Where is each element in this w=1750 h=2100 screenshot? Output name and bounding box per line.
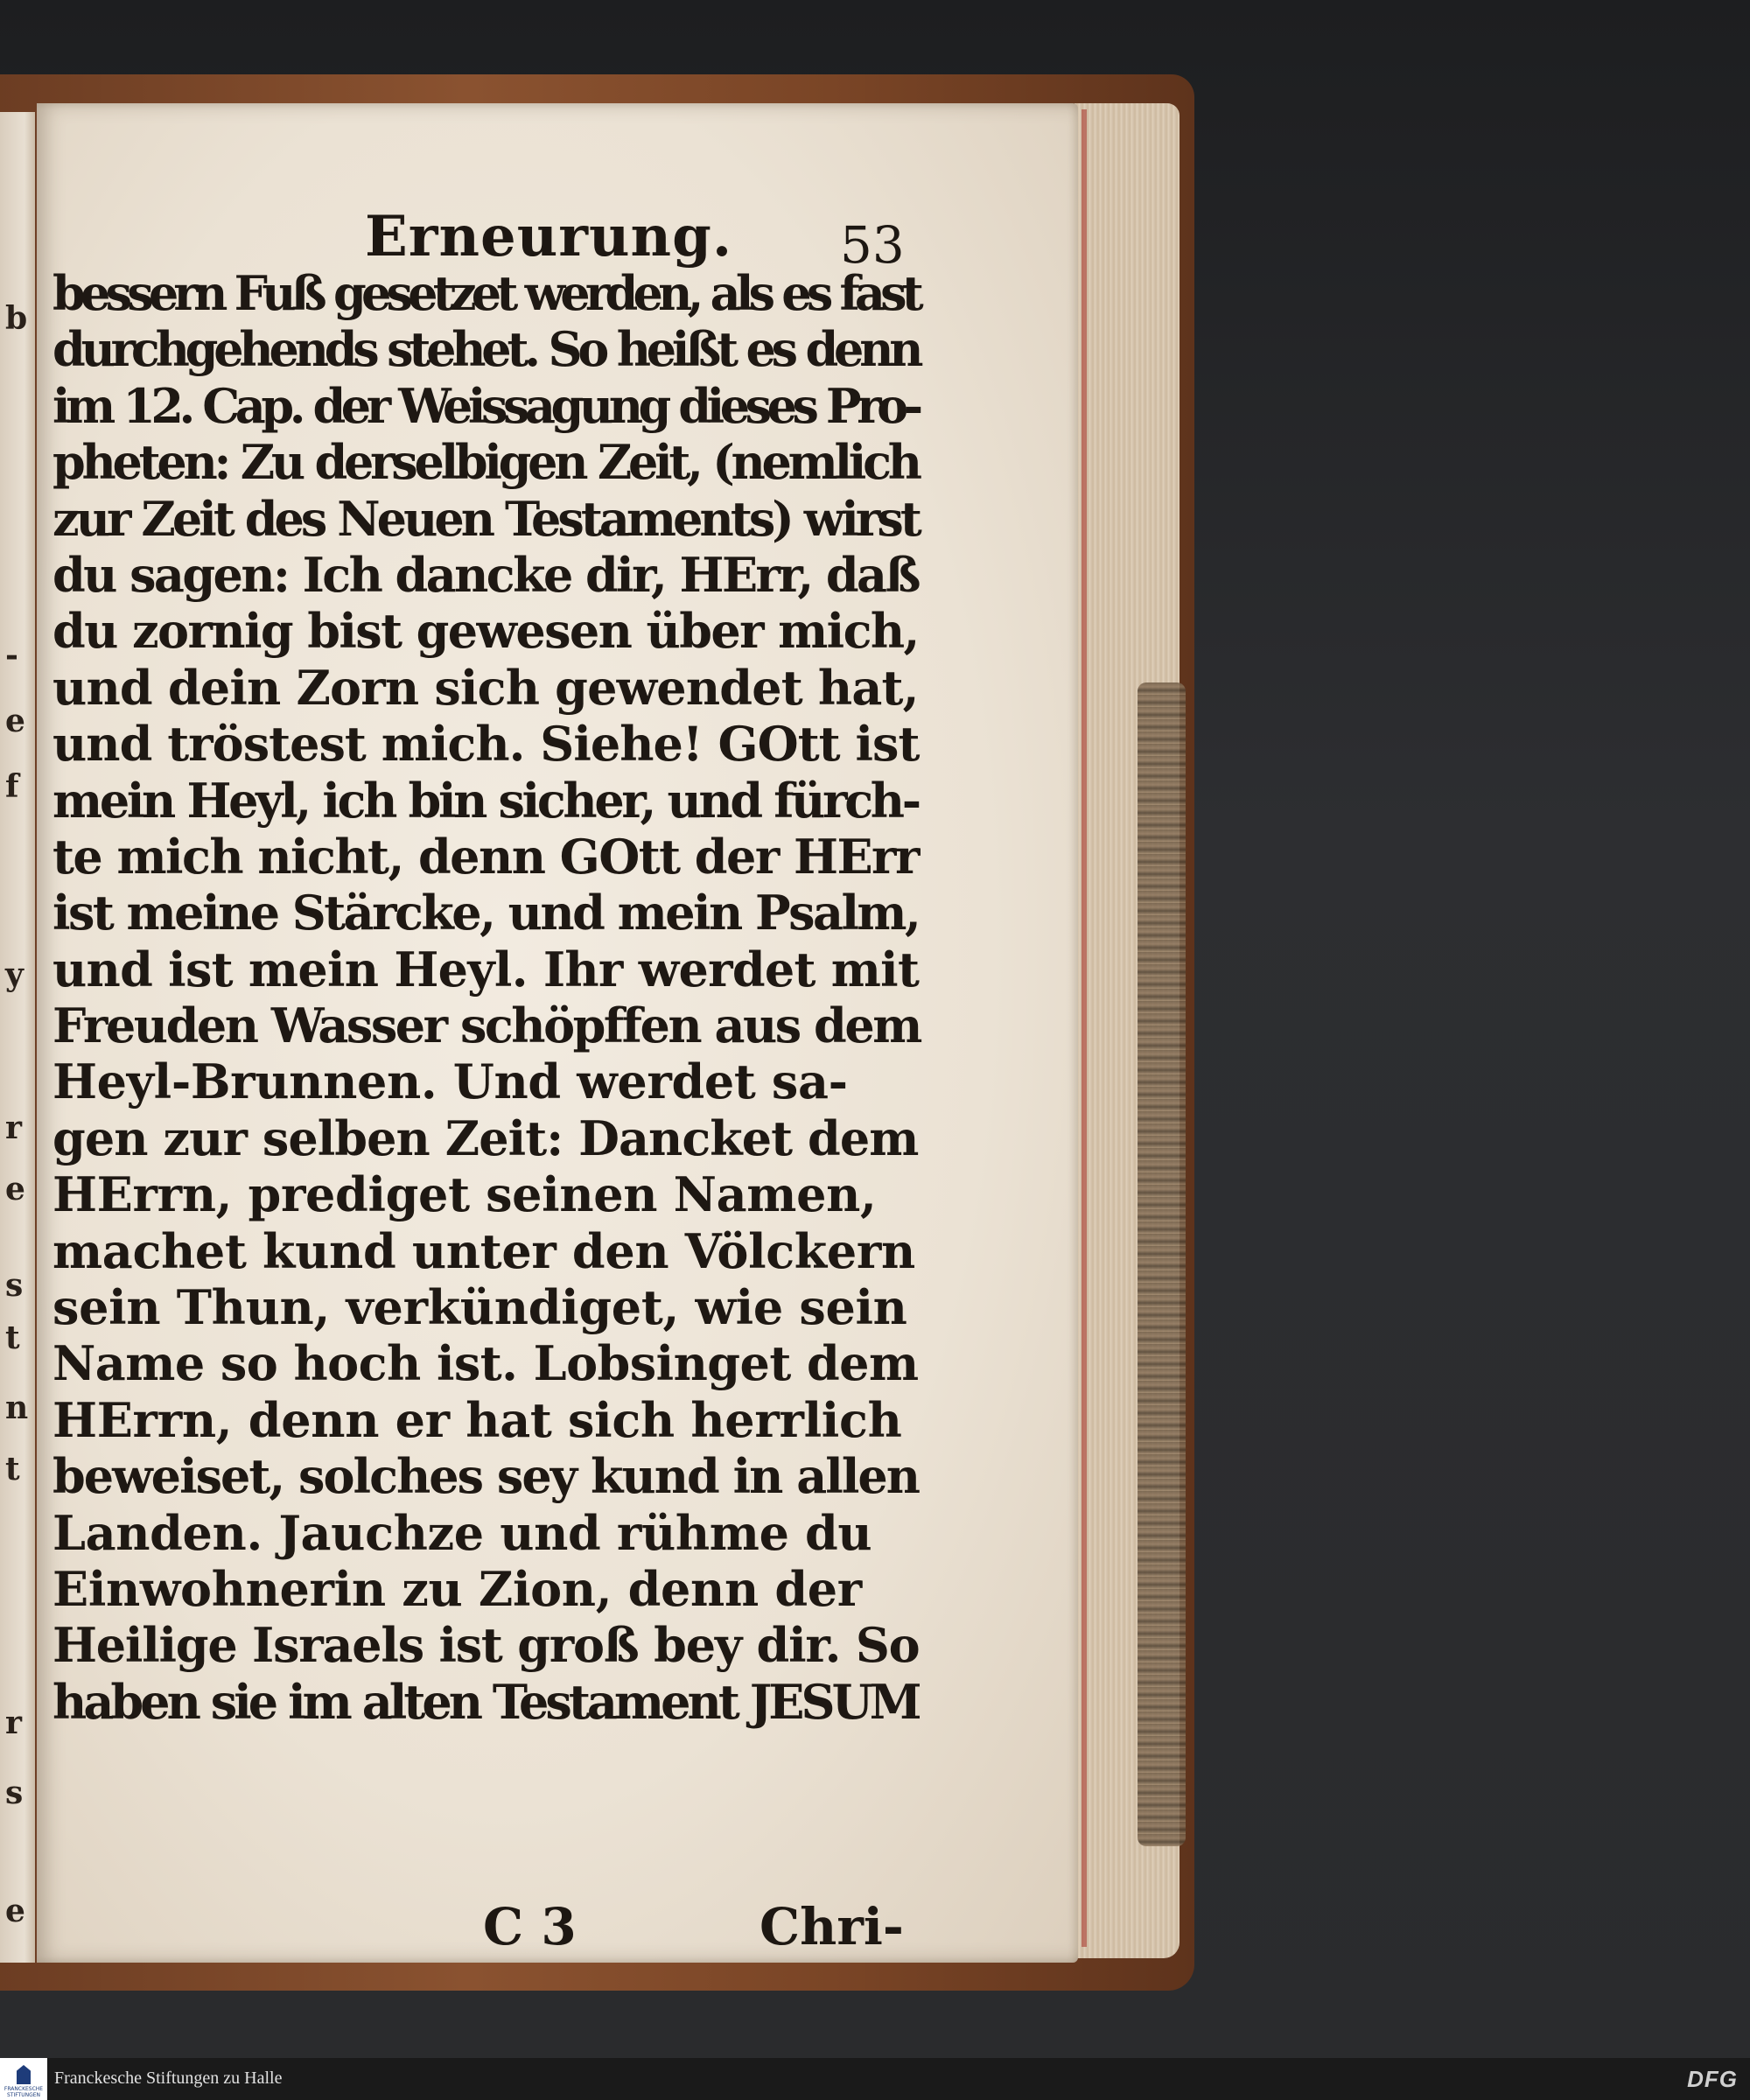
left-page-glyph: t — [5, 1451, 20, 1488]
institution-logo[interactable] — [0, 2058, 47, 2100]
red-edge-line — [1082, 109, 1087, 1947]
text-line: machet kund unter den Völckern — [52, 1222, 915, 1279]
left-page-glyph: r — [5, 1704, 22, 1741]
left-page-glyph: e — [5, 703, 25, 739]
text-line: beweiset, solches sey kund in allen — [52, 1448, 920, 1505]
text-line: Name so hoch ist. Lobsinget dem — [52, 1335, 919, 1392]
dfg-logo[interactable]: DFG — [1687, 2066, 1738, 2092]
text-line: im 12. Cap. der Weissagung dieses Pro- — [52, 377, 919, 434]
left-page-glyph: f — [5, 768, 19, 805]
text-line: du zornig bist gewesen über mich, — [52, 603, 919, 660]
left-page-sliver — [0, 112, 35, 1963]
left-page-glyph: n — [5, 1390, 29, 1426]
left-page-glyph: e — [5, 1893, 25, 1929]
institution-name[interactable]: Franckesche Stiftungen zu Halle — [54, 2068, 283, 2088]
left-page-glyph: e — [5, 1171, 25, 1208]
running-header: Erneurung. — [365, 204, 733, 270]
text-line: Freuden Wasser schöpffen aus dem — [52, 998, 920, 1054]
text-line: Heyl-Brunnen. Und werdet sa- — [52, 1054, 848, 1110]
left-page-glyph: y — [5, 956, 24, 993]
logo-text: FRANCKESCHE STIFTUNGEN — [4, 2086, 44, 2098]
edge-stain — [1138, 682, 1186, 1846]
building-icon — [17, 2065, 31, 2084]
text-line: und ist mein Heyl. Ihr werdet mit — [52, 941, 920, 998]
left-page-glyph: - — [5, 637, 18, 674]
page-body-text — [52, 265, 928, 1730]
text-line: ist meine Stärcke, und mein Psalm, — [52, 885, 920, 942]
catchword: Chri- — [760, 1897, 904, 1956]
left-page-glyph: t — [5, 1320, 20, 1356]
left-page-glyph: b — [5, 300, 28, 337]
text-line: mein Heyl, ich bin sicher, und fürch- — [52, 772, 919, 829]
text-line: bessern Fuß gesetzet werden, als es fast — [52, 265, 919, 321]
text-line: du sagen: Ich dancke dir, HErr, daß — [52, 546, 919, 603]
text-line: sein Thun, verkündiget, wie sein — [52, 1279, 907, 1336]
signature-mark: C 3 — [483, 1897, 577, 1956]
page-number: 53 — [840, 215, 905, 275]
left-page-glyph: s — [5, 1774, 24, 1811]
text-line: pheten: Zu derselbigen Zeit, (nemlich — [52, 434, 919, 491]
text-line: Landen. Jauchze und rühme du — [52, 1504, 872, 1561]
left-page-glyph: r — [5, 1110, 22, 1146]
text-line: gen zur selben Zeit: Dancket dem — [52, 1110, 919, 1166]
text-line: und dein Zorn sich gewendet hat, — [52, 659, 919, 716]
text-line: durchgehends stehet. So heißt es denn — [52, 321, 920, 378]
left-page-glyph: s — [5, 1267, 24, 1304]
text-line: haben sie im alten Testament JESUM — [52, 1673, 919, 1730]
text-line: Heilige Israels ist groß bey dir. So — [52, 1617, 920, 1674]
text-line: und tröstest mich. Siehe! GOtt ist — [52, 716, 920, 773]
text-line: te mich nicht, denn GOtt der HErr — [52, 828, 919, 885]
text-line: HErrn, prediget seinen Namen, — [52, 1166, 877, 1223]
text-line: HErrn, denn er hat sich herrlich — [52, 1391, 902, 1448]
book-page — [37, 103, 1078, 1963]
text-line: zur Zeit des Neuen Testaments) wirst — [52, 490, 919, 547]
text-line: Einwohnerin zu Zion, denn der — [52, 1560, 862, 1617]
viewer-footer — [0, 2058, 1750, 2100]
